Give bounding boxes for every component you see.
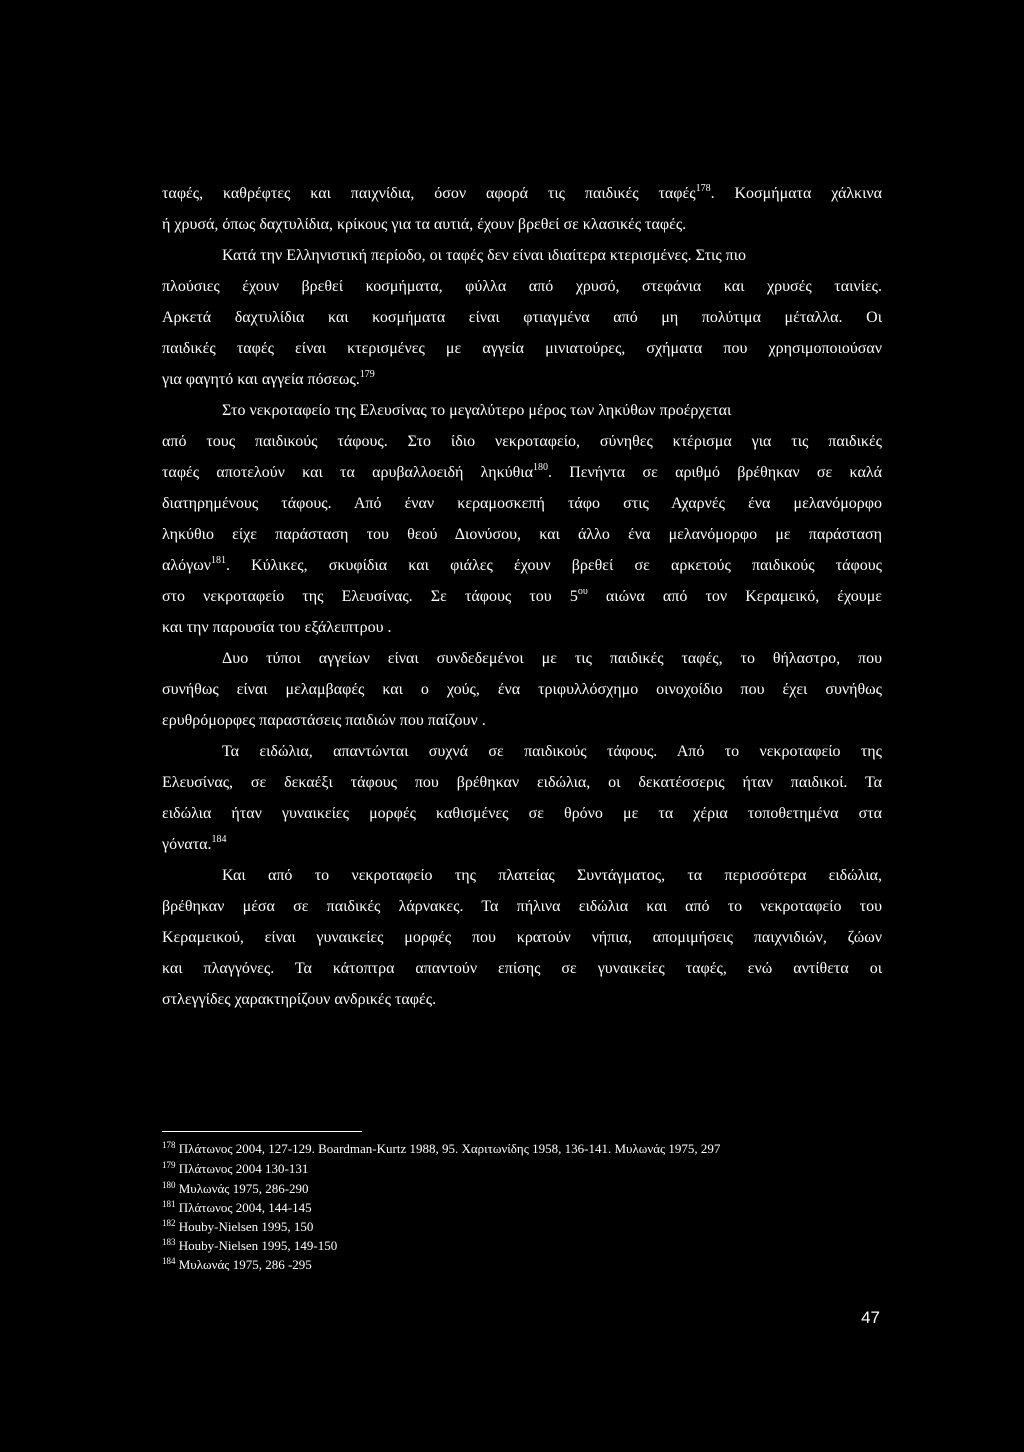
- text-line: διατηρημένους τάφους. Από έναν κεραμοσκεπή τάφο στις Αχαρνές ένα μελανόμορφο: [162, 495, 882, 512]
- text-line: αλόγων$^{181}$. Κύλικες, σκυφίδια και φιάλες έχουν βρεθεί σε αρκετούς παιδικούς τάφους: [162, 555, 882, 574]
- text-line: στο νεκροταφείο της Ελευσίνας. Σε τάφους του $5^{o\upsilon}$ αιώνα από τον Κεραμεικό, έχουμε: [162, 586, 882, 605]
- text-line: γόνατα.$^{184}$: [162, 834, 227, 853]
- page-number: 47: [861, 1308, 880, 1327]
- text-line: πλούσιες έχουν βρεθεί κοσμήματα, φύλλα από χρυσό, στεφάνια και χρυσές ταινίες.: [162, 278, 882, 295]
- text-line: και την παρουσία του εξάλειπτρου .: [162, 619, 392, 636]
- text-line: από τους παιδικούς τάφους. Στο ίδιο νεκροταφείο, σύνηθες κτέρισμα για τις παιδικές: [162, 433, 882, 450]
- text-line: Κεραμεικού, είναι γυναικείες μορφές που κρατούν νήπια, απομιμήσεις παιχνιδιών, ζώων: [162, 929, 882, 946]
- text-line: Τα ειδώλια, απαντώνται συχνά σε παιδικούς τάφους. Από το νεκροταφείο της: [222, 743, 882, 760]
- text-line: ερυθρόμορφες παραστάσεις παιδιών που παίζουν .: [162, 712, 486, 729]
- text-line: συνήθως είναι μελαμβαφές και ο χούς, ένα τριφυλλόσχημο οινοχοίδιο που έχει συνήθως: [162, 681, 882, 698]
- text-line: ειδώλια ήταν γυναικείες μορφές καθισμένες σε θρόνο με τα χέρια τοποθετημένα στα: [162, 805, 882, 822]
- text-line: Ελευσίνας, σε δεκαέξι τάφους που βρέθηκαν ειδώλια, οι δεκατέσσερις ήταν παιδικοί. Τα: [162, 774, 882, 791]
- text-line: ταφές, καθρέφτες και παιχνίδια, όσον αφορά τις παιδικές ταφές$^{178}$. Κοσμήματα χάλκινα: [162, 183, 882, 202]
- footnote-separator: [162, 1131, 362, 1132]
- footnote: $^{184}$ Μυλωνάς 1975, 286 -295: [162, 1256, 312, 1272]
- text-line: Κατά την Ελληνιστική περίοδο, οι ταφές δεν είναι ιδιαίτερα κτερισμένες. Στις πιο: [222, 247, 747, 264]
- text-line: ή χρυσά, όπως δαχτυλίδια, κρίκους για τα αυτιά, έχουν βρεθεί σε κλασικές ταφές.: [162, 216, 687, 233]
- text-line: ταφές αποτελούν και τα αρυβαλλοειδή ληκύθια$^{180}$. Πενήντα σε αριθμό βρέθηκαν σε καλά: [162, 462, 882, 481]
- text-line: παιδικές ταφές είναι κτερισμένες με αγγεία μινιατούρες, σχήματα που χρησιμοποιούσαν: [162, 340, 882, 357]
- text-line: Αρκετά δαχτυλίδια και κοσμήματα είναι φτιαγμένα από μη πολύτιμα μέταλλα. Οι: [162, 309, 882, 326]
- footnote: $^{181}$ Πλάτωνος 2004, 144-145: [162, 1199, 312, 1215]
- footnote: $^{180}$ Μυλωνάς 1975, 286-290: [162, 1180, 309, 1196]
- footnote: $^{178}$ Πλάτωνος 2004, 127-129. Boardman-Kurtz 1988, 95. Χαριτωνίδης 1958, 136-141. Μυλωνάς 1975, 297: [162, 1140, 721, 1156]
- footnote: $^{183}$ Houby-Nielsen 1995, 149-150: [162, 1237, 338, 1253]
- text-line: και πλαγγόνες. Τα κάτοπτρα απαντούν επίσης σε γυναικείες ταφές, ενώ αντίθετα οι: [162, 960, 882, 977]
- text-line: Και από το νεκροταφείο της πλατείας Συντάγματος, τα περισσότερα ειδώλια,: [222, 867, 882, 884]
- text-line: για φαγητό και αγγεία πόσεως.$^{179}$: [162, 369, 375, 388]
- text-line: Στο νεκροταφείο της Ελευσίνας το μεγαλύτερο μέρος των ληκύθων προέρχεται: [222, 402, 732, 419]
- text-line: βρέθηκαν μέσα σε παιδικές λάρνακες. Τα πήλινα ειδώλια και από το νεκροταφείο του: [162, 898, 882, 915]
- text-line: ληκύθιο είχε παράσταση του θεού Διονύσου, και άλλο ένα μελανόμορφο με παράσταση: [162, 526, 882, 543]
- text-line: στλεγγίδες χαρακτηρίζουν ανδρικές ταφές.: [162, 991, 437, 1008]
- footnote: $^{179}$ Πλάτωνος 2004 130-131: [162, 1160, 309, 1176]
- text-line: Δυο τύποι αγγείων είναι συνδεδεμένοι με τις παιδικές ταφές, το θήλαστρο, που: [222, 650, 882, 667]
- footnote: $^{182}$ Houby-Nielsen 1995, 150: [162, 1218, 314, 1234]
